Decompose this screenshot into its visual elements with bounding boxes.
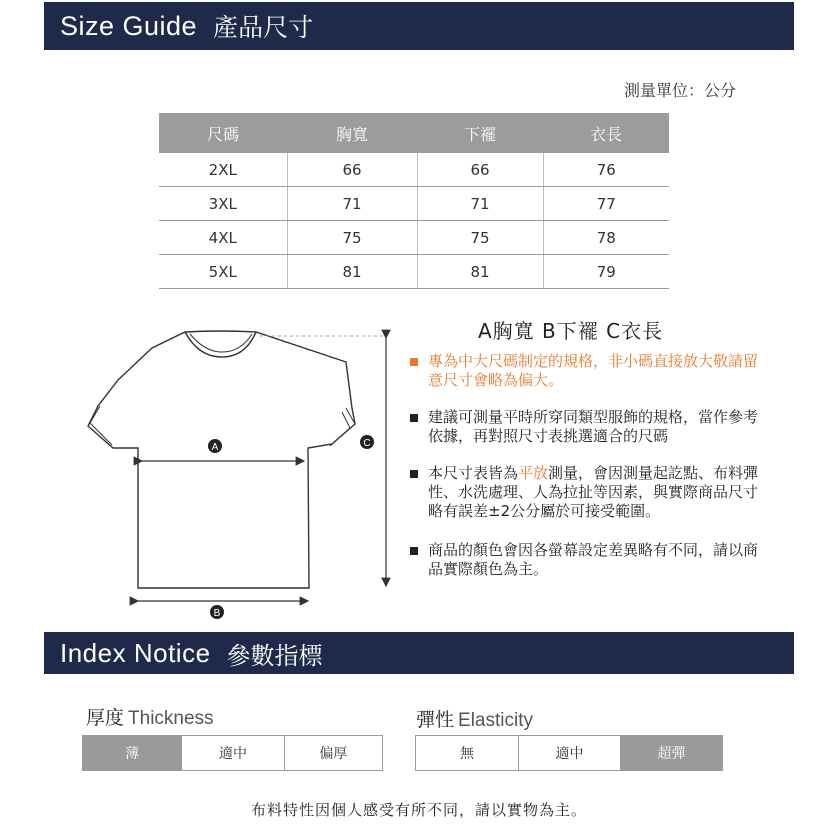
note-highlight: 平放	[518, 464, 549, 482]
size-table-header	[159, 113, 669, 153]
table-row	[159, 153, 669, 187]
note-text-before: 本尺寸表皆為	[428, 464, 519, 482]
cell-chest: 66	[287, 153, 417, 187]
elasticity-option-medium: 適中	[518, 736, 620, 770]
cell-hem: 66	[417, 153, 543, 187]
cell-length: 78	[543, 221, 669, 255]
cell-chest: 71	[287, 187, 417, 221]
cell-hem: 71	[417, 187, 543, 221]
thickness-option-thick: 偏厚	[284, 736, 382, 770]
note-text: 建議可測量平時所穿同類型服飾的規格，當作參考依據，再對照尺寸表挑選適合的尺碼	[428, 408, 759, 445]
note-text-after: 測量，會因測量起訖點、布料彈性、水洗處理、人為拉扯等因素，與實際商品尺寸略有誤差±2公分屬於可接受範圍。	[428, 464, 759, 520]
tshirt-collar	[185, 332, 256, 357]
note-item	[410, 464, 770, 521]
svg-text:A: A	[211, 442, 219, 453]
bullet-square-icon	[410, 470, 418, 478]
cell-chest: 81	[287, 255, 417, 289]
cell-size: 2XL	[159, 153, 287, 187]
cell-length: 77	[543, 187, 669, 221]
cell-size: 3XL	[159, 187, 287, 221]
size-guide-title-en: Size Guide	[60, 10, 198, 41]
notes-list	[410, 352, 770, 593]
cell-hem: 81	[417, 255, 543, 289]
thickness-label-en: Thickness	[128, 708, 214, 729]
cell-chest: 75	[287, 221, 417, 255]
unit-label: 測量單位：公分	[624, 81, 737, 100]
marker-c	[360, 435, 374, 449]
index-notice-title-cn: 參數指標	[226, 641, 323, 670]
note-item	[410, 352, 770, 390]
col-header-length: 衣長	[543, 113, 669, 153]
elasticity-label	[416, 705, 533, 732]
table-row	[159, 187, 669, 221]
thickness-label-cn: 厚度	[86, 707, 125, 729]
svg-text:C: C	[363, 438, 371, 449]
bullet-square-icon	[410, 414, 418, 422]
bullet-square-icon	[410, 358, 418, 366]
cell-length: 76	[543, 153, 669, 187]
cell-hem: 75	[417, 221, 543, 255]
elasticity-label-cn: 彈性	[416, 709, 455, 731]
note-item	[410, 541, 770, 579]
table-row	[159, 221, 669, 255]
index-notice-title-en: Index Notice	[60, 637, 211, 668]
size-guide-title-cn: 產品尺寸	[213, 13, 314, 42]
col-header-size: 尺碼	[159, 113, 287, 153]
col-header-chest: 胸寬	[287, 113, 417, 153]
elasticity-option-super: 超彈	[620, 736, 722, 770]
note-text: 商品的顏色會因各螢幕設定差異略有不同，請以商品實際顏色為主。	[428, 541, 759, 578]
size-guide-banner	[44, 2, 794, 50]
thickness-scale	[82, 735, 383, 771]
thickness-label	[86, 703, 214, 730]
elasticity-option-none: 無	[460, 746, 474, 762]
marker-b	[210, 605, 224, 619]
col-header-hem: 下襬	[417, 113, 543, 153]
svg-text:B: B	[213, 608, 221, 619]
tshirt-diagram	[80, 320, 400, 625]
note-text: 專為中大尺碼制定的規格，非小碼直接放大敬請留意尺寸會略為偏大。	[428, 352, 759, 389]
note-item	[410, 408, 770, 446]
thickness-option-thin: 薄	[83, 736, 181, 770]
size-table	[159, 113, 669, 289]
thickness-option-medium: 適中	[181, 736, 283, 770]
table-row	[159, 255, 669, 289]
bullet-square-icon	[410, 547, 418, 555]
tshirt-outline	[88, 331, 355, 588]
elasticity-label-en: Elasticity	[458, 710, 533, 731]
index-notice-banner	[44, 632, 794, 674]
measurement-legend: A胸寬 B下襬 C衣長	[478, 319, 664, 343]
elasticity-scale	[415, 735, 723, 771]
footer-note: 布料特性因個人感受有所不同，請以實物為主。	[250, 801, 587, 819]
cell-size: 4XL	[159, 221, 287, 255]
marker-a	[208, 439, 222, 453]
cell-length: 79	[543, 255, 669, 289]
cell-size: 5XL	[159, 255, 287, 289]
